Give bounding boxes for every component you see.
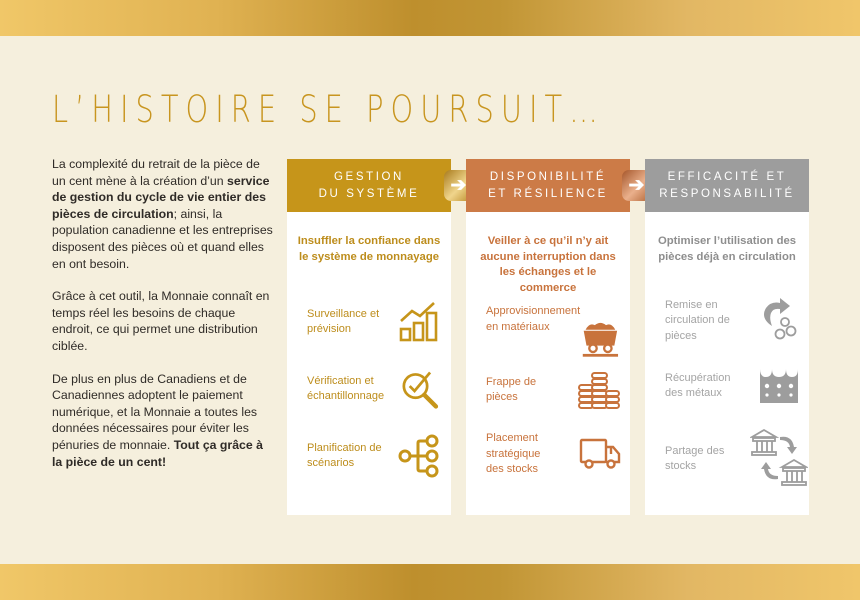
coin-stacks-icon xyxy=(577,371,621,409)
bank-exchange-icon xyxy=(750,427,808,491)
list-item: Approvisionnement en matériaux xyxy=(486,304,621,362)
card-disponibilite-et-resilience xyxy=(466,159,630,515)
list-item: Frappe de pièces xyxy=(486,371,621,409)
list-item: Planification de scénarios xyxy=(307,434,442,478)
coins-recirculate-icon xyxy=(758,296,800,346)
card-efficacite-et-responsabilite xyxy=(645,159,809,515)
list-item: Placement stratégique des stocks xyxy=(486,431,621,478)
list-item: Surveillance et prévision xyxy=(307,301,442,343)
flow-nodes-icon xyxy=(398,434,442,478)
list-item: Récupération des métaux xyxy=(665,367,800,405)
top-gold-band xyxy=(0,0,860,36)
page-title: L’HISTOIRE SE POURSUIT… xyxy=(52,88,606,131)
card-gestion-du-systeme xyxy=(287,159,451,515)
magnifier-check-icon xyxy=(399,367,442,411)
arrow-right-icon: ➔ xyxy=(444,170,473,201)
delivery-truck-icon xyxy=(579,437,621,471)
list-item: Vérification et échantillonnage xyxy=(307,367,442,411)
list-item: Remise en circulation de pièces xyxy=(665,296,800,346)
intro-paragraph-1: La complexité du retrait de la pièce de un cent mène à la création d’un service de gestion du cycle de vie entier des pièces de circulation; ainsi, la population canadienne et les entreprises disposent des pièces où et quand elles en ont besoin. xyxy=(52,157,273,271)
intro-text xyxy=(52,156,274,486)
metal-melt-icon xyxy=(758,367,800,405)
card-header: EFFICACITÉ ET RESPONSABILITÉ xyxy=(645,159,809,212)
list-item: Partage des stocks xyxy=(665,427,800,491)
mine-cart-icon xyxy=(580,318,621,362)
card-tagline: Veiller à ce qu’il n’y ait aucune interruption dans les échanges et le commerce xyxy=(480,235,616,294)
bar-chart-trend-icon xyxy=(398,301,442,343)
card-tagline: Optimiser l’utilisation des pièces déjà en circulation xyxy=(657,235,797,263)
intro-paragraph-3: De plus en plus de Canadiens et de Canadiennes adoptent le paiement numérique, et la Monnaie a toutes les données nécessaires pour éviter les pénuries de monnaie. Tout ça grâce à la pièce de un cent! xyxy=(52,371,263,469)
card-header: GESTION DU SYSTÈME xyxy=(287,159,451,212)
bottom-gold-band xyxy=(0,564,860,600)
card-header: DISPONIBILITÉ ET RÉSILIENCE xyxy=(466,159,630,212)
card-tagline: Insuffler la confiance dans le système de monnayage xyxy=(297,235,441,263)
arrow-right-icon: ➔ xyxy=(622,170,651,201)
intro-paragraph-2: Grâce à cet outil, la Monnaie connaît en temps réel les besoins de chaque endroit, ce qui permet une distribution ciblée. xyxy=(52,289,270,353)
